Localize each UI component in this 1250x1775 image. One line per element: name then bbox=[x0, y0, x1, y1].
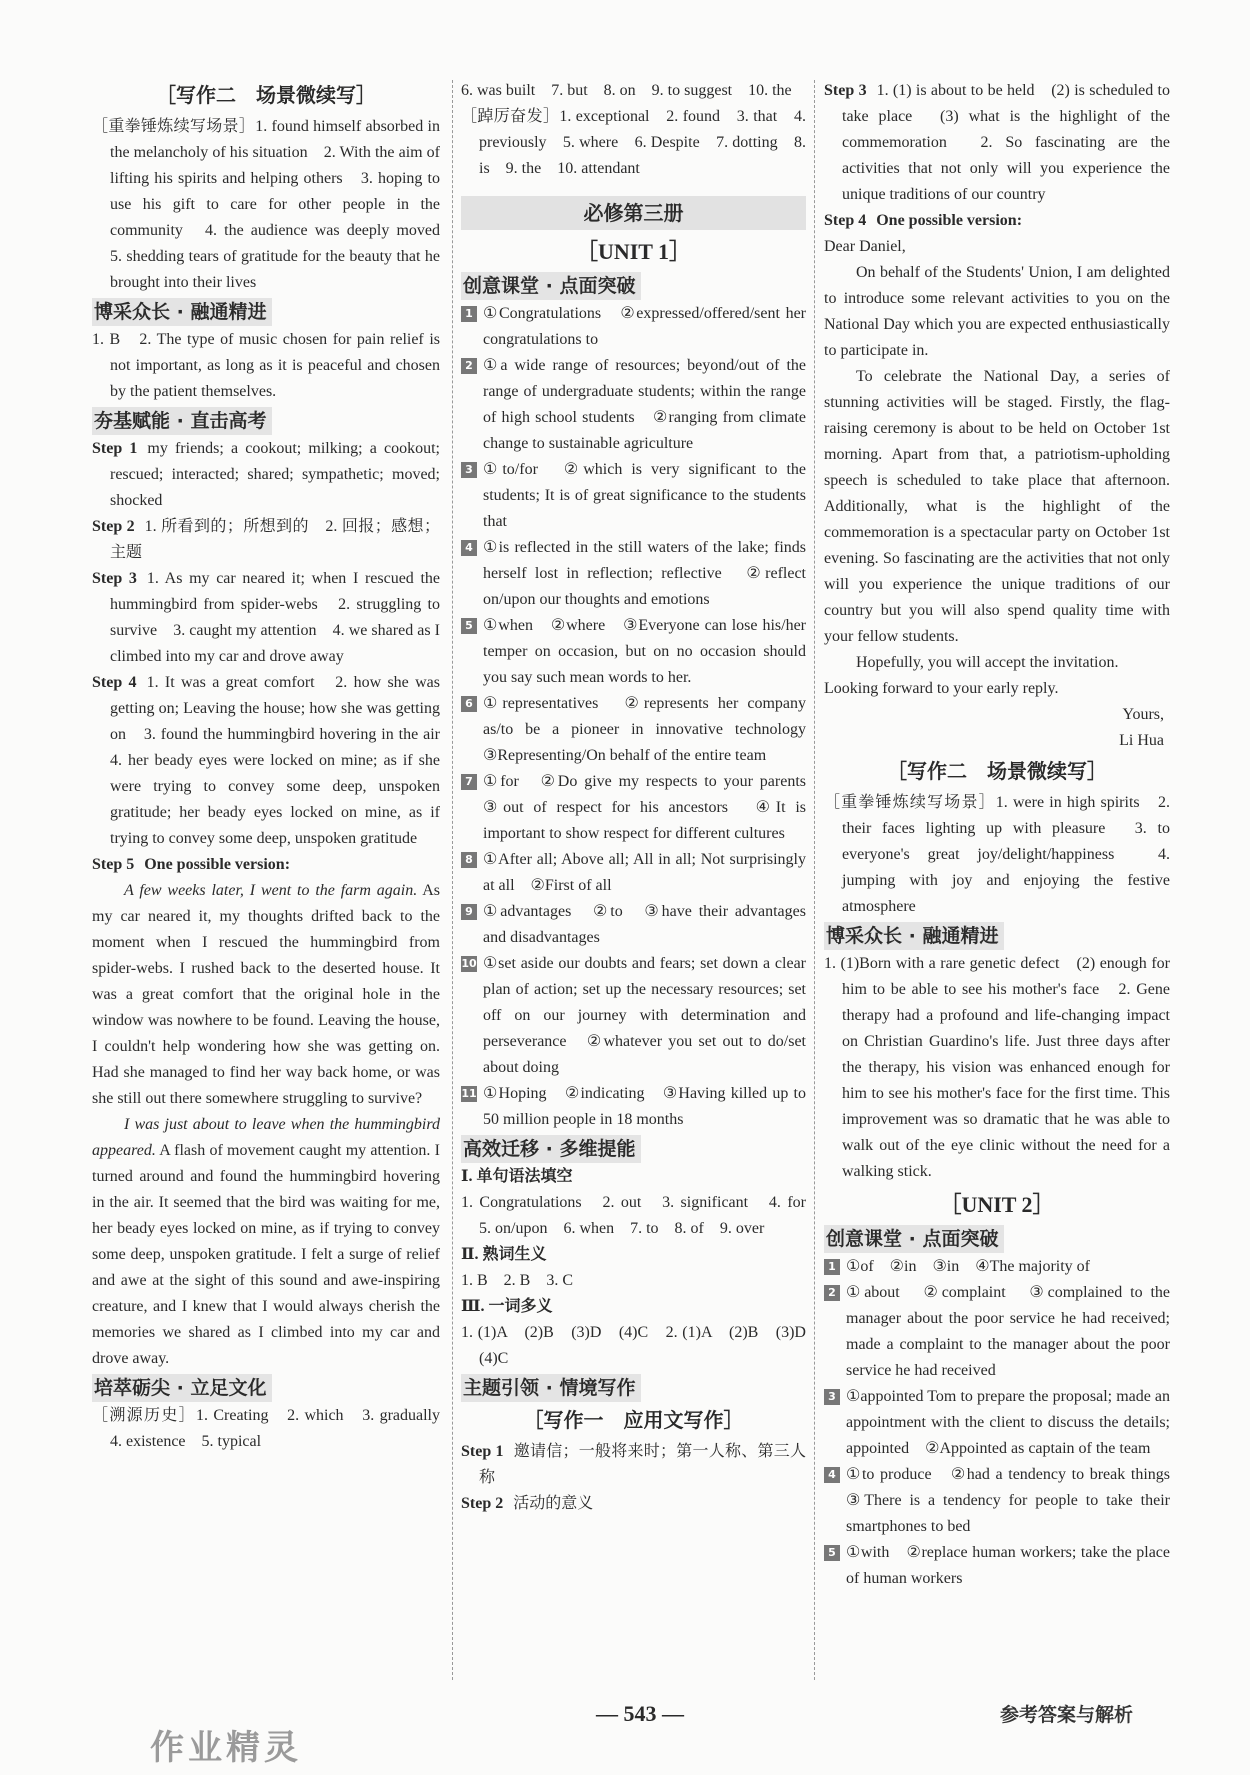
question-number-badge: 4 bbox=[824, 1467, 840, 1483]
question-number-badge: 5 bbox=[824, 1545, 840, 1561]
middle-column bbox=[461, 78, 823, 1517]
answer-text: ①to produce ②had a tendency to break things ③There is a tendency for people to take their smartphones to bed bbox=[846, 1466, 1187, 1535]
essay-paragraph bbox=[92, 878, 440, 1112]
answer-text: ①representatives ②represents her company as/to be a pioneer in innovative technology ③Representing/On behalf of the entire team bbox=[483, 695, 823, 764]
section-heading-wrap bbox=[92, 405, 440, 436]
answer-text: ①when ②where ③Everyone can lose his/her temper on occasion, but on no occasion should you say such mean words to her. bbox=[483, 617, 806, 686]
section-heading: 博采众长 · 融通精进 bbox=[92, 298, 272, 326]
essay-text: On behalf of the Students' Union, I am delighted to introduce some relevant activities to you on the National Day which you are expected enthusiastically to participate in. bbox=[824, 264, 1170, 359]
footer-section-title: 参考答案与解析 bbox=[1000, 1704, 1134, 1726]
section-heading-wrap bbox=[824, 1223, 1170, 1254]
step-answer bbox=[824, 208, 1170, 234]
essay-text: A flash of movement caught my attention. I turned around and found the hummingbird hovering in the air. It seemed that the bird was waiting for me, her beady eyes locked on mine, as if trying to convey some deep, unspoken gratitude. I felt a surge of relief and awe at the sight of this sound and awe-inspiring creature, and I knew that I would always cherish the memories we shared as I climbed into my car and drove away. bbox=[92, 1142, 440, 1367]
step-label: Step 5 bbox=[92, 856, 135, 873]
answer-text: ①appointed Tom to prepare the proposal; made an appointment with the client to discuss the details; appointed ②Appointed as captain of the team bbox=[846, 1388, 1170, 1457]
question-number-badge: 9 bbox=[461, 904, 477, 920]
section-heading: 博采众长 · 融通精进 bbox=[824, 922, 1004, 950]
answer-paragraph: ［踔厉奋发］1. exceptional 2. found 3. that 4. previously 5. where 6. Despite 7. dotting 8. is 9. the 10. attendant bbox=[461, 108, 806, 177]
section-heading: 创意课堂 · 点面突破 bbox=[461, 272, 641, 300]
question-number-badge: 1 bbox=[461, 306, 477, 322]
answer-paragraph: ［溯源历史］1. Creating 2. which 3. gradually 4. existence 5. typical bbox=[92, 1407, 457, 1450]
step-label: Step 3 bbox=[92, 570, 137, 587]
numbered-answer bbox=[824, 1462, 1187, 1540]
essay-paragraph bbox=[824, 650, 1170, 676]
answer-paragraph: ［重拳锤炼续写场景］1. were in high spirits 2. their faces lighting up with pleasure 3. to everyone's great joy/delight/happiness 4. jumping with joy and enjoying the festive atmosphere bbox=[824, 794, 1170, 915]
step-text: 1. (1) is about to be held (2) is scheduled to take place (3) what is the highlight of the commemoration 2. So fascinating are the activities that not only will you experience the unique traditions of our country bbox=[842, 82, 1170, 203]
answer-text: ①to/for ②which is very significant to the students; It is of great significance to the students that bbox=[483, 461, 806, 530]
section-heading: 创意课堂 · 点面突破 bbox=[824, 1225, 1004, 1253]
step-answer bbox=[92, 436, 440, 514]
question-number-badge: 2 bbox=[824, 1285, 840, 1301]
right-column bbox=[824, 78, 1187, 1592]
left-column bbox=[92, 78, 457, 1455]
section-heading: 高效迁移 · 多维提能 bbox=[461, 1135, 641, 1163]
section-heading-wrap bbox=[92, 296, 440, 327]
exercise-subheading: Ⅱ. 熟词生义 bbox=[461, 1246, 547, 1263]
question-number-badge: 3 bbox=[824, 1389, 840, 1405]
numbered-answer bbox=[461, 457, 806, 535]
numbered-answer bbox=[461, 613, 806, 691]
step-answer bbox=[92, 566, 440, 670]
step-answer bbox=[461, 1439, 806, 1491]
answer-paragraph: 6. was built 7. but 8. on 9. to suggest 10. the bbox=[461, 82, 792, 99]
writing-section-title: ［写作一 应用文写作］ bbox=[523, 1408, 744, 1432]
numbered-answer bbox=[824, 1254, 1170, 1280]
book-volume-banner: 必修第三册 bbox=[461, 196, 806, 230]
answer-text: ①is reflected in the still waters of the lake; finds herself lost in reflection; reflective ②reflect on/upon our thoughts and emotions bbox=[483, 539, 806, 608]
question-number-badge: 5 bbox=[461, 618, 477, 634]
writing-section-title: ［写作二 场景微续写］ bbox=[887, 759, 1107, 783]
essay-text: To celebrate the National Day, a series of stunning activities will be staged. Firstly, the flag-raising ceremony is about to be held on October 1st morning. Apart from that, a patriotism-upholding speech is scheduled to take place that afternoon. Additionally, what is the highlight of the commemoration is a spectacular party on October 1st evening. So fascinating are the activities that not only will you experience the unique traditions of our country but you will also spend quality time with your fellow students. bbox=[824, 368, 1170, 645]
essay-paragraph bbox=[824, 260, 1170, 364]
step-text: 邀请信；一般将来时；第一人称、第三人称 bbox=[479, 1443, 806, 1486]
essay-lead-sentence: I was just about to leave when the hummingbird appeared. bbox=[92, 1116, 440, 1159]
question-number-badge: 11 bbox=[461, 1087, 477, 1100]
step-text: 1. As my car neared it; when I rescued the hummingbird from spider-webs 2. struggling to survive 3. caught my attention 4. we shared as I climbed into my car and drove away bbox=[110, 570, 441, 665]
step-answer bbox=[92, 670, 457, 852]
essay-paragraph bbox=[824, 364, 1170, 650]
numbered-answer bbox=[461, 951, 806, 1081]
step-label: Step 2 bbox=[461, 1495, 504, 1512]
column-divider bbox=[452, 80, 453, 1680]
answer-paragraph: 1. B 2. B 3. C bbox=[461, 1272, 574, 1289]
letter-signoff: Yours, bbox=[1122, 706, 1164, 723]
page-number: — 543 — bbox=[596, 1701, 684, 1726]
numbered-answer bbox=[461, 353, 806, 457]
answer-text: ①for ②Do give my respects to your parents ③out of respect for his ancestors ④It is important to show respect for different cultures bbox=[483, 773, 823, 842]
numbered-answer bbox=[824, 1540, 1170, 1592]
writing-section-title: ［写作二 场景微续写］ bbox=[156, 83, 376, 107]
essay-lead-sentence: A few weeks later, I went to the farm again. bbox=[124, 882, 418, 899]
question-number-badge: 8 bbox=[461, 852, 477, 868]
step-label: Step 4 bbox=[824, 212, 867, 229]
question-number-badge: 7 bbox=[461, 774, 477, 790]
step-answer bbox=[461, 1491, 806, 1517]
numbered-answer bbox=[824, 1280, 1170, 1384]
section-heading: 主题引领 · 情境写作 bbox=[461, 1374, 641, 1402]
section-heading-wrap bbox=[92, 1372, 440, 1403]
numbered-answer bbox=[461, 535, 806, 613]
numbered-answer bbox=[824, 1384, 1170, 1462]
answer-text: ①After all; Above all; All in all; Not surprisingly at all ②First of all bbox=[483, 851, 806, 894]
step-text: 活动的意义 bbox=[513, 1495, 594, 1512]
essay-text: As my car neared it, my thoughts drifted back to the moment when I rescued the hummingbird from spider-webs. I rushed back to the deserted house. It was a great comfort that the original hole in the window was nowhere to be found. Leaving the house, I couldn't help wondering how she was getting on. Had she managed to find her way back home, or was she still out there somewhere struggling to survive? bbox=[92, 882, 441, 1107]
step-label: Step 4 bbox=[92, 674, 137, 691]
numbered-answer bbox=[461, 691, 823, 769]
section-heading: 夯基赋能 · 直击高考 bbox=[92, 407, 272, 435]
step-answer bbox=[92, 852, 440, 878]
step-text: One possible version: bbox=[144, 856, 291, 873]
question-number-badge: 4 bbox=[461, 540, 477, 556]
numbered-answer bbox=[461, 301, 806, 353]
section-heading-wrap bbox=[824, 920, 1170, 951]
answer-text: ①about ②complaint ③complained to the manager about the poor service he had received; made a complaint to the manager about the poor service he had received bbox=[846, 1284, 1170, 1379]
section-heading-wrap bbox=[461, 270, 806, 301]
question-number-badge: 10 bbox=[461, 957, 477, 970]
question-number-badge: 3 bbox=[461, 462, 477, 478]
answer-paragraph: 1. (1)Born with a rare genetic defect (2) enough for him to be able to see his mother's face 2. Gene therapy had a profound and life-changing impact on Christian Guardino's life. Just three days after the therapy, his vision was enhanced enough for him to see his mother's face for the first time. This improvement was so dramatic that he was able to walk out of the eye clinic without the need for a walking stick. bbox=[824, 955, 1170, 1180]
answer-text: ①Congratulations ②expressed/offered/sent her congratulations to bbox=[483, 305, 806, 348]
step-text: 1. 所看到的；所想到的 2. 回报；感想；主题 bbox=[110, 518, 440, 561]
step-text: my friends; a cookout; milking; a cookout; rescued; interacted; shared; sympathetic; moved; shocked bbox=[110, 440, 440, 509]
question-number-badge: 1 bbox=[824, 1259, 840, 1275]
answer-text: ①Hoping ②indicating ③Having killed up to 50 million people in 18 months bbox=[483, 1085, 806, 1128]
answer-paragraph: 1. (1)A (2)B (3)D (4)C 2. (1)A (2)B (3)D (4)C bbox=[461, 1324, 823, 1367]
step-answer bbox=[92, 514, 440, 566]
numbered-answer bbox=[461, 847, 806, 899]
exercise-subheading: Ⅲ. 一词多义 bbox=[461, 1298, 553, 1315]
step-text: One possible version: bbox=[876, 212, 1023, 229]
answer-paragraph: 1. B 2. The type of music chosen for pain relief is not important, as long as it is peaceful and chosen by the patient themselves. bbox=[92, 331, 440, 400]
step-label: Step 1 bbox=[461, 1443, 504, 1460]
unit-title: ［UNIT 1］ bbox=[575, 239, 692, 264]
unit-title: ［UNIT 2］ bbox=[939, 1192, 1055, 1217]
step-label: Step 1 bbox=[92, 440, 138, 457]
numbered-answer bbox=[461, 769, 823, 847]
question-number-badge: 6 bbox=[461, 696, 477, 712]
answer-paragraph: 1. Congratulations 2. out 3. significant 4. for 5. on/upon 6. when 7. to 8. of 9. over bbox=[461, 1194, 823, 1237]
section-heading-wrap bbox=[461, 1133, 806, 1164]
step-label: Step 3 bbox=[824, 82, 867, 99]
answer-text: ①with ②replace human workers; take the place of human workers bbox=[846, 1544, 1170, 1587]
step-label: Step 2 bbox=[92, 518, 135, 535]
answer-text: ①advantages ②to ③have their advantages and disadvantages bbox=[483, 903, 806, 946]
letter-line: Dear Daniel, bbox=[824, 238, 906, 255]
answer-text: ①a wide range of resources; beyond/out of the range of undergraduate students; within the range of high school students ②ranging from climate change to sustainable agriculture bbox=[483, 357, 806, 452]
letter-line: Looking forward to your early reply. bbox=[824, 680, 1059, 697]
step-text: 1. It was a great comfort 2. how she was getting on; Leaving the house; how she was getting on 3. found the hummingbird hovering in the air 4. her beady eyes were locked on mine; as if she were trying to convey some deep, unspoken gratitude; her beady eyes locked on mine, as if trying to convey some deep, unspoken gratitude bbox=[110, 674, 457, 847]
numbered-answer bbox=[461, 1081, 806, 1133]
section-heading-wrap bbox=[461, 1372, 806, 1403]
essay-text: Hopefully, you will accept the invitation. bbox=[856, 654, 1119, 671]
answer-text: ①set aside our doubts and fears; set down a clear plan of action; set up the necessary resources; set off on our journey with determination and perseverance ②whatever you set out to do/set about doing bbox=[483, 955, 806, 1076]
question-number-badge: 2 bbox=[461, 358, 477, 374]
letter-signoff: Li Hua bbox=[1119, 732, 1164, 749]
step-answer bbox=[824, 78, 1170, 208]
numbered-answer bbox=[461, 899, 806, 951]
essay-paragraph bbox=[92, 1112, 440, 1372]
watermark: 作业精灵 bbox=[150, 1728, 302, 1768]
answer-paragraph: ［重拳锤炼续写场景］1. found himself absorbed in the melancholy of his situation 2. With the aim of lifting his spirits and helping others 3. hoping to use his gift to care for other people in the community 4. the audience was deeply moved 5. shedding tears of gratitude for the beauty that he brought into their lives bbox=[92, 118, 457, 291]
answer-text: ①of ②in ③in ④The majority of bbox=[846, 1258, 1091, 1275]
column-divider bbox=[814, 80, 815, 1680]
exercise-subheading: Ⅰ. 单句语法填空 bbox=[461, 1168, 573, 1185]
section-heading: 培萃砺尖 · 立足文化 bbox=[92, 1374, 272, 1402]
